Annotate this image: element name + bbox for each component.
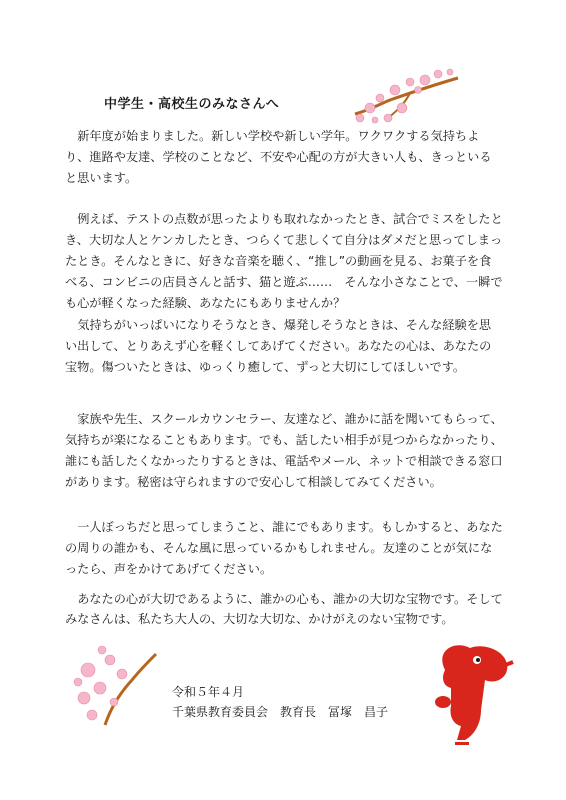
- paragraph-4: 家族や先生、スクールカウンセラー、友達など、誰かに話を聞いてもらって、気持ちが楽になることもあります。でも、話したい相手が見つからなかったり、誰にも話したくなかったりするときは、電話やメール、ネットで相談できる窓口があります。秘密は守られますので安心して相談してみてください。: [65, 412, 503, 489]
- paragraph-6: あなたの心が大切であるように、誰かの心も、誰かの大切な宝物です。そしてみなさんは、私たち大人の、大切な大切な、かけがえのない宝物です。: [65, 592, 503, 626]
- paragraph-1: 新年度が始まりました。新しい学校や新しい学年。ワクワクする気持ちより、進路や友達、学校のことなど、不安や心配の方が大きい人も、きっといると思います。: [65, 129, 492, 185]
- signature-block: [172, 682, 388, 722]
- paragraph-3: 気持ちがいっぱいになりそうなとき、爆発しそうなときは、そんな経験を思い出して、とりあえず心を軽くしてあげてください。あなたの心は、あなたの宝物。傷ついたときは、ゆっくり癒して、ずっと大切にしてほしいです。: [65, 318, 492, 374]
- paragraph-2: 例えば、テストの点数が思ったよりも取れなかったとき、試合でミスをしたとき、大切な人とケンカしたとき、つらくて悲しくて自分はダメだと思ってしまったとき。そんなときに、好きな音楽を聴く、“推し”の動画を見る、お菓子を食べる、コンビニの店員さんと話す、猫と遊ぶ…… そんな小さなことで、一瞬でも心が軽くなった経験、あなたにもありませんか？: [65, 212, 503, 310]
- signature-author: 千葉県教育委員会 教育長 冨塚 昌子: [172, 705, 389, 719]
- paragraph-5: 一人ぼっちだと思ってしまうこと、誰にでもあります。もしかすると、あなたの周りの誰かも、そんな風に思っているかもしれません。友達のことが気になったら、声をかけてあげてください。: [65, 520, 503, 576]
- chiba-kun-mascot-icon: [415, 640, 515, 745]
- signature-date: 令和５年４月: [172, 685, 245, 699]
- cherry-blossom-sprig-icon: [70, 640, 160, 730]
- cherry-blossom-branch-icon: [350, 68, 460, 126]
- letter-title: 中学生・高校生のみなさんへ: [104, 97, 280, 112]
